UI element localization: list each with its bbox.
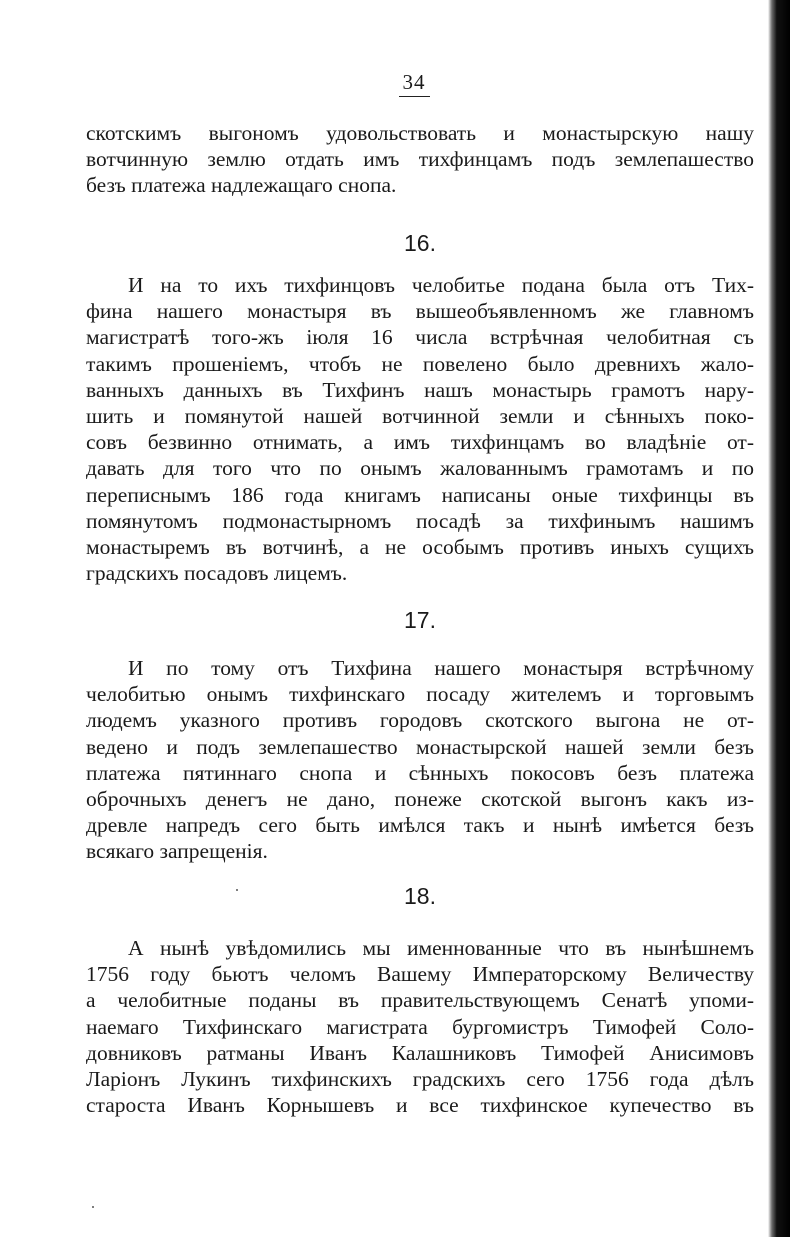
text-line: помянутомъ подмонастырномъ посадѣ за тихфинымъ нашимъ: [86, 508, 754, 533]
text-line: наемаго Тихфинскаго магистрата бургомистръ Тимофей Соло-: [86, 1014, 754, 1039]
text-line: А нынѣ увѣдомились мы именнованные что въ нынѣшнемъ: [128, 936, 754, 960]
text-line: фина нашего монастыря въ вышеобъявленномъ же главномъ: [86, 299, 754, 324]
text-line: монастыремъ въ вотчинѣ, а не особымъ противъ иныхъ сущихъ: [86, 535, 754, 560]
text-line: ванныхъ данныхъ въ Тихфинъ нашъ монастырь грамотъ нару-: [86, 377, 754, 402]
paper-speck: [92, 1206, 94, 1208]
text-line: магистратѣ того-жъ іюля 16 числа встрѣчная челобитная съ: [86, 325, 754, 350]
text-line: довниковъ ратманы Иванъ Калашниковъ Тимофей Анисимовъ: [86, 1040, 754, 1065]
text-line: а челобитные поданы въ правительствующемъ Сенатѣ упоми-: [86, 988, 754, 1013]
text-line: совъ безвинно отнимать, а имъ тихфинцамъ во владѣніе от-: [86, 430, 754, 455]
text-line: Ларіонъ Лукинъ тихфинскихъ градскихъ сего 1756 года дѣлъ: [86, 1067, 754, 1092]
text-line: шить и помянутой нашей вотчинной земли и сѣнныхъ поко-: [86, 404, 754, 429]
section-heading-17: 17.: [404, 607, 436, 633]
page-number: [0, 70, 790, 95]
text-line: давать для того что по онымъ жалованнымъ грамотамъ и по: [86, 456, 754, 481]
text-line: такимъ прошеніемъ, чтобъ не повелено было древнихъ жало-: [86, 351, 754, 376]
text-line: скотскимъ выгономъ удовольствовать и монастырскую нашу: [86, 121, 754, 145]
text-line: И на то ихъ тихфинцовъ челобитье подана была отъ Тих-: [128, 273, 754, 297]
paper-speck: [236, 889, 238, 891]
section-16-paragraph: [86, 272, 754, 586]
text-line: всякаго запрещенія.: [86, 839, 268, 864]
section-17-paragraph: [86, 655, 754, 865]
text-line: древле напредъ сего быть имѣлся такъ и нынѣ имѣется безъ: [86, 813, 754, 838]
text-line: вотчинную землю отдать имъ тихфинцамъ подъ землепашество: [86, 147, 754, 172]
section-18-paragraph: [86, 935, 754, 1118]
text-line: челобитью онымъ тихфинскаго посаду жителемъ и торговымъ: [86, 682, 754, 707]
text-line: 1756 году бьютъ челомъ Вашему Императорскому Величеству: [86, 962, 754, 987]
text-line: людемъ указного противъ городовъ скотского выгона не от-: [86, 708, 754, 733]
text-line: платежа пятиннаго снопа и сѣнныхъ покосовъ безъ платежа: [86, 760, 754, 785]
section-heading-18: 18.: [404, 883, 436, 909]
text-line: оброчныхъ денегъ не дано, понеже скотской выгонъ какъ из-: [86, 787, 754, 812]
text-line: градскихъ посадовъ лицемъ.: [86, 561, 348, 586]
page-number-text: 34: [399, 70, 430, 97]
section-heading-16: 16.: [404, 230, 436, 256]
text-line: староста Иванъ Корнышевъ и все тихфинское купечество въ: [86, 1093, 754, 1118]
text-line: ведено и подъ землепашество монастырской нашей земли безъ: [86, 734, 754, 759]
text-line: безъ платежа надлежащаго снопа.: [86, 173, 397, 198]
intro-paragraph: [86, 120, 754, 199]
text-line: И по тому отъ Тихфина нашего монастыря встрѣчному: [128, 656, 754, 680]
text-line: переписнымъ 186 года книгамъ написаны оные тихфинцы въ: [86, 482, 754, 507]
